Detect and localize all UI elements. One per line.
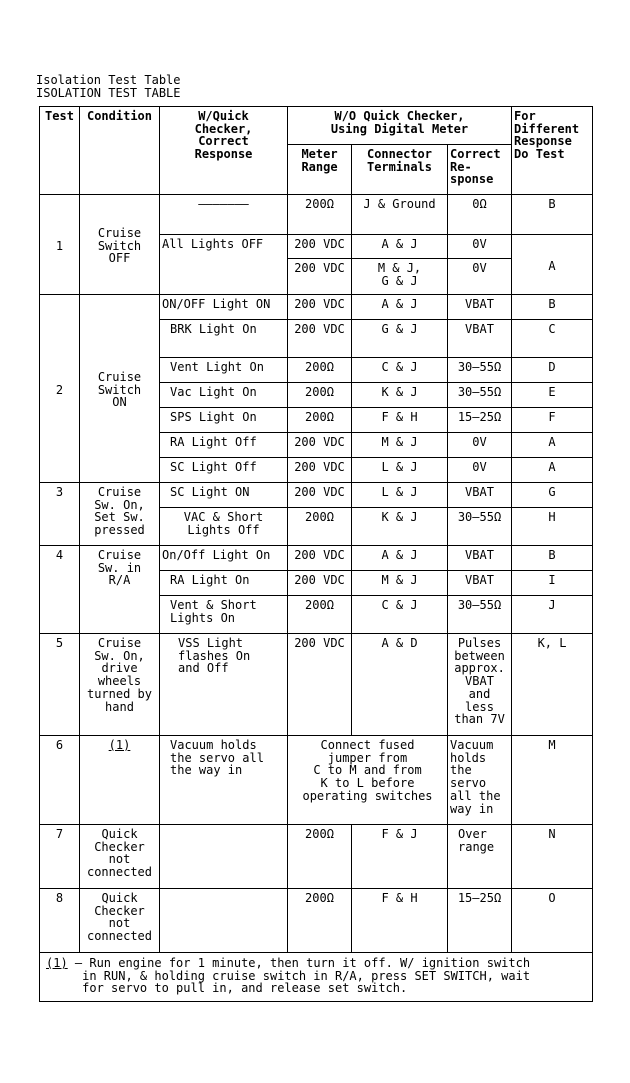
connector-cell: A & J	[352, 295, 448, 320]
condition-cell: Cruise Sw. On, drive wheels turned by hand	[80, 634, 160, 736]
connector-cell: K & J	[352, 383, 448, 408]
caption-title: Isolation Test Table	[36, 73, 181, 87]
table-row	[40, 634, 593, 736]
connector-cell: C & J	[352, 596, 448, 634]
correct-response-cell: 15–25Ω	[448, 889, 512, 953]
meter-range-cell: 200 VDC	[288, 483, 352, 508]
different-test-cell: E	[512, 383, 593, 408]
footnote-row	[40, 953, 593, 1002]
connector-cell: F & H	[352, 408, 448, 433]
different-test-cell: B	[512, 546, 593, 571]
response-cell: SC Light Off	[160, 458, 288, 483]
header-test: Test	[40, 107, 80, 195]
different-test-cell: I	[512, 571, 593, 596]
connector-cell: L & J	[352, 458, 448, 483]
meter-range-cell: 200 VDC	[288, 433, 352, 458]
response-cell	[160, 889, 288, 953]
table-row	[40, 825, 593, 889]
response-cell: ON/OFF Light ON	[160, 295, 288, 320]
connector-cell: K & J	[352, 508, 448, 546]
correct-response-cell: 30–55Ω	[448, 383, 512, 408]
test-number: 4	[40, 546, 80, 634]
meter-range-cell: 200 VDC	[288, 320, 352, 358]
meter-range-cell: 200Ω	[288, 195, 352, 235]
response-cell: RA Light On	[160, 571, 288, 596]
connector-cell: G & J	[352, 320, 448, 358]
correct-response-cell: 0Ω	[448, 195, 512, 235]
test-number: 8	[40, 889, 80, 953]
meter-range-cell: 200Ω	[288, 825, 352, 889]
correct-response-cell: 30–55Ω	[448, 596, 512, 634]
header-with-quick-checker: W/Quick Checker, Correct Response	[160, 107, 288, 195]
correct-response-cell: 15–25Ω	[448, 408, 512, 433]
meter-range-cell: 200 VDC	[288, 546, 352, 571]
different-test-cell: A	[512, 235, 593, 295]
condition-cell: Cruise Sw. in R/A	[80, 546, 160, 634]
different-test-cell: H	[512, 508, 593, 546]
correct-response-cell: 0V	[448, 458, 512, 483]
header-meter-range: Meter Range	[288, 145, 352, 195]
response-cell: Vac Light On	[160, 383, 288, 408]
table-row	[40, 195, 593, 235]
caption-title-upper: ISOLATION TEST TABLE	[36, 86, 181, 100]
meter-range-cell: 200 VDC	[288, 458, 352, 483]
test-number: 2	[40, 295, 80, 483]
response-cell: SC Light ON	[160, 483, 288, 508]
connector-cell: L & J	[352, 483, 448, 508]
condition-cell: Cruise Sw. On, Set Sw. pressed	[80, 483, 160, 546]
condition-cell: Quick Checker not connected	[80, 825, 160, 889]
table-row	[40, 546, 593, 571]
connector-cell: A & J	[352, 546, 448, 571]
connector-cell: M & J	[352, 571, 448, 596]
correct-response-cell: VBAT	[448, 546, 512, 571]
response-cell: VAC & Short Lights Off	[160, 508, 288, 546]
meter-range-cell: 200Ω	[288, 596, 352, 634]
meter-range-cell: 200 VDC	[288, 571, 352, 596]
table-row	[40, 736, 593, 825]
different-test-cell: C	[512, 320, 593, 358]
response-cell: Vacuum holds the servo all the way in	[160, 736, 288, 825]
condition-cell: Cruise Switch OFF	[80, 195, 160, 295]
meter-range-cell: 200 VDC	[288, 295, 352, 320]
table-row	[40, 483, 593, 508]
test-number: 6	[40, 736, 80, 825]
different-test-cell: M	[512, 736, 593, 825]
correct-response-cell: 0V	[448, 259, 512, 295]
header-row	[40, 107, 593, 145]
meter-range-cell: 200Ω	[288, 358, 352, 383]
connector-cell: M & J	[352, 433, 448, 458]
correct-response-cell: VBAT	[448, 571, 512, 596]
connector-cell: M & J, G & J	[352, 259, 448, 295]
different-test-cell: J	[512, 596, 593, 634]
response-cell: All Lights OFF	[160, 235, 288, 295]
different-test-cell: B	[512, 195, 593, 235]
meter-range-cell: 200Ω	[288, 383, 352, 408]
different-test-cell: D	[512, 358, 593, 383]
response-cell: VSS Light flashes On and Off	[160, 634, 288, 736]
different-test-cell: N	[512, 825, 593, 889]
different-test-cell: O	[512, 889, 593, 953]
test-number: 3	[40, 483, 80, 546]
condition-cell: Quick Checker not connected	[80, 889, 160, 953]
response-cell	[160, 825, 288, 889]
correct-response-cell: Vacuum holds the servo all the way in	[448, 736, 512, 825]
table-row	[40, 889, 593, 953]
different-test-cell: B	[512, 295, 593, 320]
connector-cell: C & J	[352, 358, 448, 383]
test-number: 7	[40, 825, 80, 889]
meter-range-cell: 200Ω	[288, 508, 352, 546]
correct-response-cell: VBAT	[448, 295, 512, 320]
connector-cell: F & H	[352, 889, 448, 953]
correct-response-cell: 30–55Ω	[448, 508, 512, 546]
correct-response-cell: 30–55Ω	[448, 358, 512, 383]
header-condition: Condition	[80, 107, 160, 195]
isolation-test-table	[39, 106, 593, 1002]
table-row	[40, 295, 593, 320]
meter-range-cell: 200Ω	[288, 889, 352, 953]
meter-range-cell: 200Ω	[288, 408, 352, 433]
different-test-cell: F	[512, 408, 593, 433]
connector-cell: A & D	[352, 634, 448, 736]
correct-response-cell: Over range	[448, 825, 512, 889]
test-number: 1	[40, 195, 80, 295]
response-cell: SPS Light On	[160, 408, 288, 433]
meter-range-cell: 200 VDC	[288, 235, 352, 259]
response-cell: Vent & Short Lights On	[160, 596, 288, 634]
meter-range-cell: 200 VDC	[288, 259, 352, 295]
response-cell: On/Off Light On	[160, 546, 288, 571]
response-cell: Vent Light On	[160, 358, 288, 383]
test-number: 5	[40, 634, 80, 736]
meter-range-cell: 200 VDC	[288, 634, 352, 736]
footnote-reference: (1)	[80, 736, 160, 825]
connector-cell: J & Ground	[352, 195, 448, 235]
correct-response-cell: Pulses between approx. VBAT and less than 7V	[448, 634, 512, 736]
footnote-text: – Run engine for 1 minute, then turn it off. W/ ignition switch in RUN, & holding cruise switch in R/A, press SET SWITCH, wait for servo to pull in, and release set switch.	[74, 956, 531, 996]
header-connector-terminals: Connector Terminals	[352, 145, 448, 195]
header-correct-response: Correct Re- sponse	[448, 145, 512, 195]
different-test-cell: A	[512, 458, 593, 483]
merged-instruction-cell: Connect fused jumper from C to M and from K to L before operating switches	[288, 736, 448, 825]
condition-cell: Cruise Switch ON	[80, 295, 160, 483]
correct-response-cell: 0V	[448, 433, 512, 458]
response-cell: RA Light Off	[160, 433, 288, 458]
correct-response-cell: VBAT	[448, 483, 512, 508]
response-cell: BRK Light On	[160, 320, 288, 358]
different-test-cell: A	[512, 433, 593, 458]
different-test-cell: G	[512, 483, 593, 508]
footnote-reference: (1)	[46, 956, 68, 970]
footnote	[40, 953, 593, 1002]
correct-response-cell: VBAT	[448, 320, 512, 358]
different-test-cell: K, L	[512, 634, 593, 736]
correct-response-cell: 0V	[448, 235, 512, 259]
connector-cell: A & J	[352, 235, 448, 259]
response-cell: ———————	[160, 195, 288, 235]
header-without-quick-checker: W/O Quick Checker, Using Digital Meter	[288, 107, 512, 145]
connector-cell: F & J	[352, 825, 448, 889]
header-different-response: For Different Response Do Test	[512, 107, 593, 195]
